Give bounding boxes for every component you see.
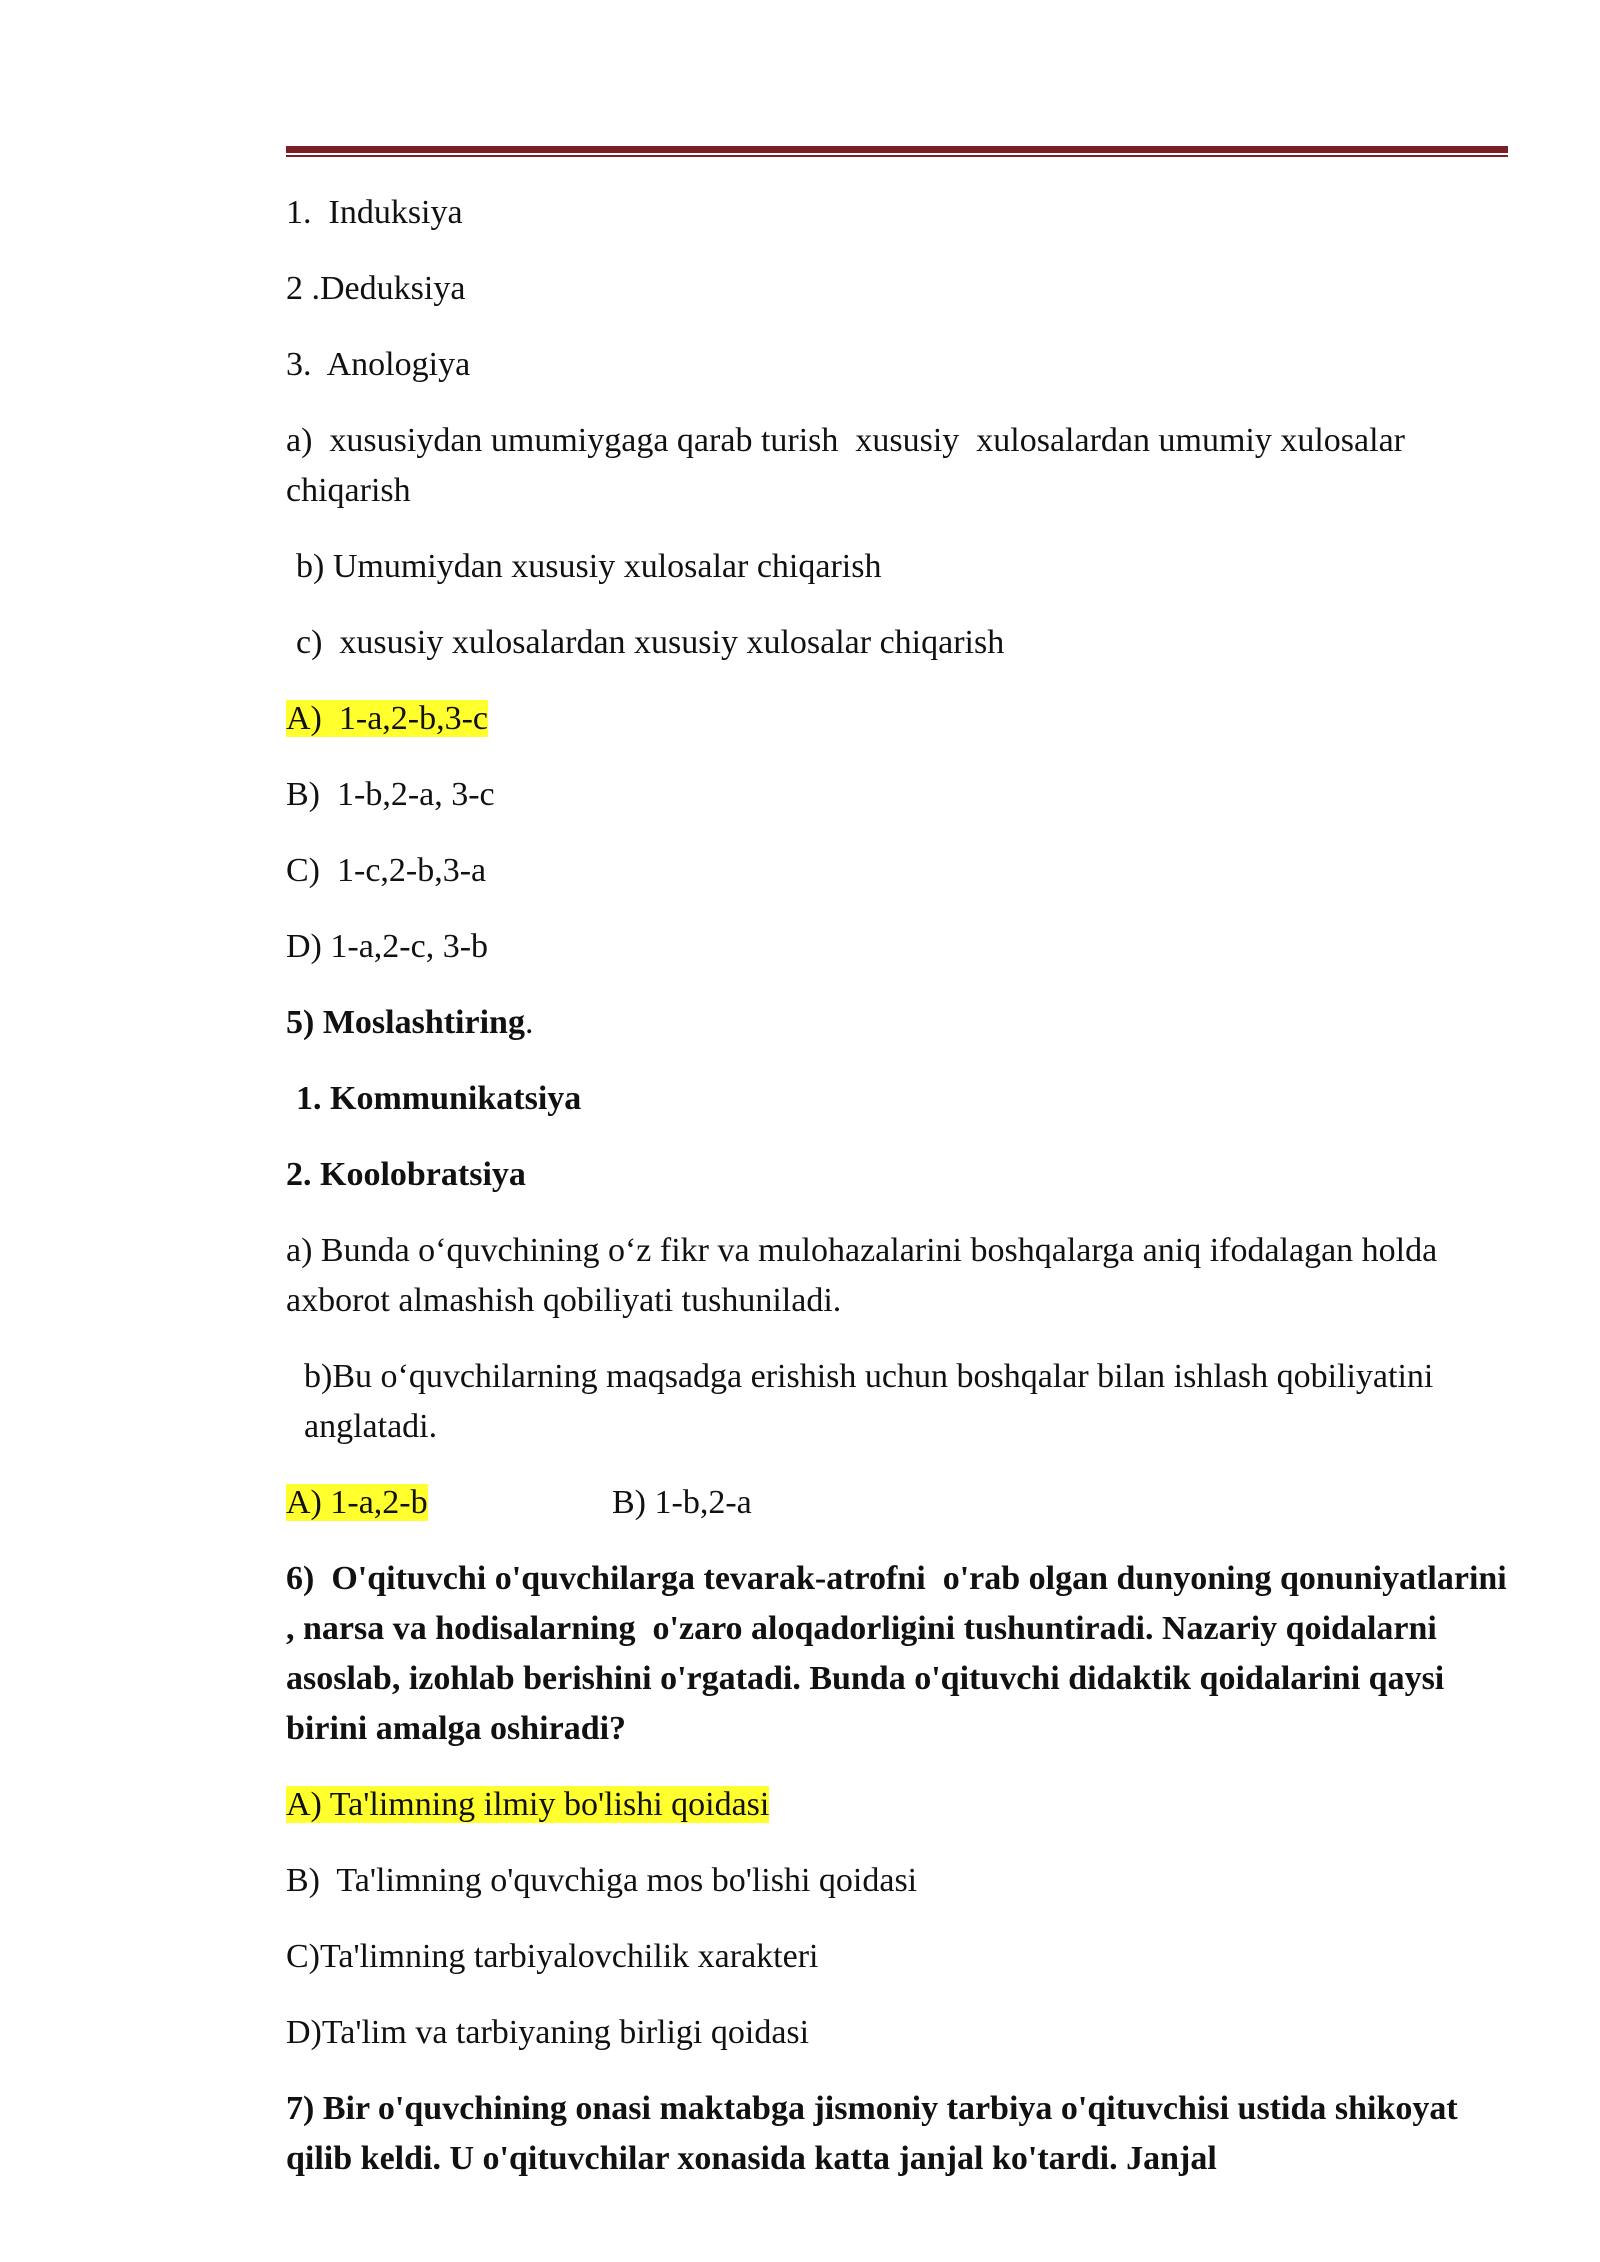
answer-option-d: D) 1-a,2-c, 3-b [286, 928, 489, 965]
question-5-definition-a: a) Bunda o‘quvchining o‘z fikr va mulohazalarini boshqalarga aniq ifodalagan holda axborot almashish qobiliyati tushuniladi. [286, 1232, 1446, 1319]
question-5-option-b: B) 1-b,2-a [612, 1484, 752, 1521]
question-6-option-c: C)Ta'limning tarbiyalovchilik xarakteri [286, 1938, 819, 1975]
answer-highlight: A) 1-a,2-b,3-c [286, 700, 489, 737]
question-5-item-1: 1. Kommunikatsiya [296, 1080, 582, 1117]
definition-a: a) xususiydan umumiygaga qarab turish xususiy xulosalardan umumiy xulosalar chiqarish [286, 422, 1414, 509]
question-5-title: 5) Moslashtiring. [286, 1004, 534, 1041]
question-5-definition-b: b)Bu o‘quvchilarning maqsadga erishish uchun boshqalar bilan ishlash qobiliyatini anglatadi. [304, 1358, 1442, 1445]
question-7-text: 7) Bir o'quvchining onasi maktabga jismoniy tarbiya o'qituvchisi ustida shikoyat qilib keldi. U o'qituvchilar xonasida katta janjal ko'tardi. Janjal [286, 2090, 1467, 2177]
match-item-1: 1. Induksiya [286, 194, 463, 231]
question-5-item-2: 2. Koolobratsiya [286, 1156, 526, 1193]
question-5-options [286, 1478, 1510, 1528]
definition-b: b) Umumiydan xususiy xulosalar chiqarish [296, 548, 882, 585]
header-rule [286, 146, 1508, 158]
question-6-option-a [286, 1780, 1510, 1830]
answer-highlight: A) 1-a,2-b [286, 1484, 428, 1521]
question-6-option-b: B) Ta'limning o'quvchiga mos bo'lishi qoidasi [286, 1862, 918, 1899]
answer-option-c: C) 1-c,2-b,3-a [286, 852, 487, 889]
answer-option-b: B) 1-b,2-a, 3-c [286, 776, 495, 813]
definition-c: c) xususiy xulosalardan xususiy xulosalar chiqarish [296, 624, 1005, 661]
question-6-text: 6) O'qituvchi o'quvchilarga tevarak-atrofni o'rab olgan dunyoning qonuniyatlarini , narsa va hodisalarning o'zaro aloqadorligini tushuntiradi. Nazariy qoidalarni asoslab, izohlab berishini o'rgatadi. Bunda o'qituvchi didaktik qoidalarini qaysi birini amalga oshiradi? [286, 1560, 1516, 1747]
header-rule-thick [286, 146, 1508, 153]
match-item-3: 3. Anologiya [286, 346, 471, 383]
header-rule-thin [286, 155, 1508, 157]
document-body [286, 188, 1516, 2210]
answer-option-a [286, 694, 1510, 744]
match-item-2: 2 .Deduksiya [286, 270, 466, 307]
question-6-option-d: D)Ta'lim va tarbiyaning birligi qoidasi [286, 2014, 810, 2051]
answer-highlight: A) Ta'limning ilmiy bo'lishi qoidasi [286, 1786, 770, 1823]
